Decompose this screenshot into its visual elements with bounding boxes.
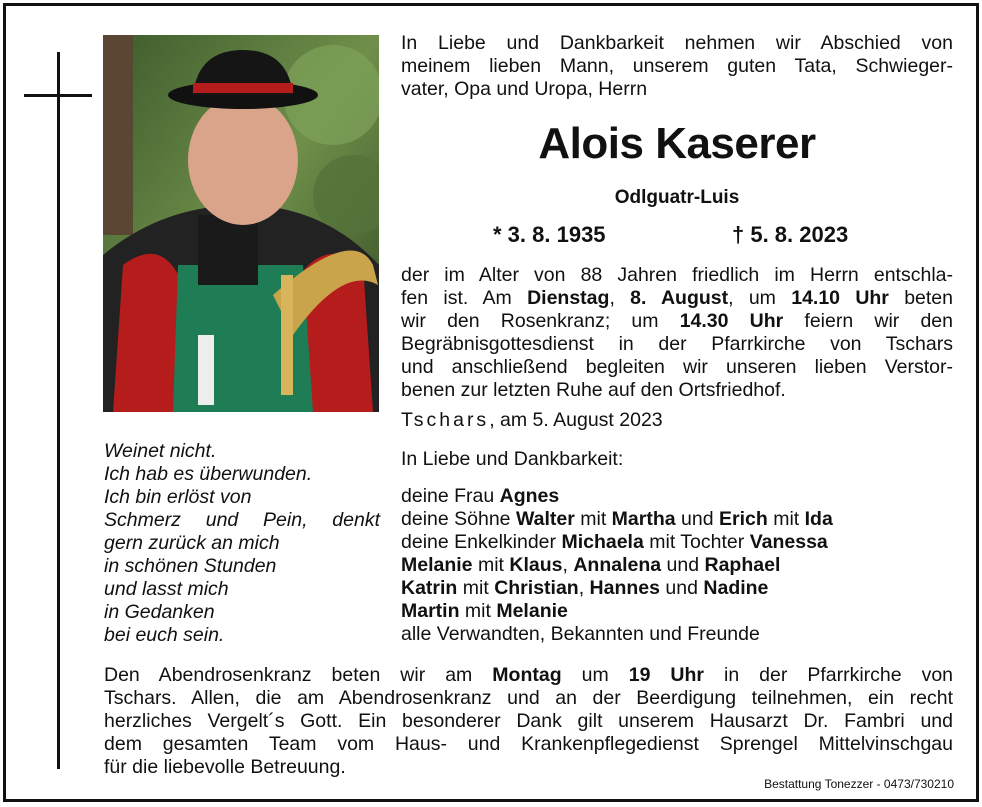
family-line: Melanie mit Klaus, Annalena und Raphael (401, 554, 781, 576)
intro-text (401, 32, 953, 101)
closing-text (104, 664, 953, 779)
time-emphasis: 14.30 Uhr (679, 310, 784, 332)
verse-line: Ich bin erlöst von (104, 486, 252, 508)
family-line: Katrin mit Christian, Hannes und Nadine (401, 577, 769, 599)
service-line: benen zur letzten Ruhe auf den Ortsfriedhof. (401, 379, 786, 401)
verse-line: Schmerz und Pein, denkt (104, 509, 380, 531)
closing-line: herzliches Vergelt´s Gott. Ein besonderer Dank gilt unserem Hausarzt Dr. Fambri und (104, 710, 953, 732)
closing-line: Tschars. Allen, die am Abendrosenkranz und an der Beerdigung teilnehmen, ein recht (104, 687, 953, 709)
family-line: deine Enkelkinder Michaela mit Tochter Vanessa (401, 531, 828, 553)
weekday-emphasis: Dienstag (527, 287, 610, 309)
thanks-heading: In Liebe und Dankbarkeit: (401, 448, 624, 470)
service-line: Begräbnisgottesdienst in der Pfarrkirche von Tschars (401, 333, 953, 355)
birth-date: * 3. 8. 1935 (493, 222, 606, 247)
place-name: Tschars (401, 409, 490, 431)
nickname: Odlguatr-Luis (614, 187, 740, 208)
service-line: und anschließend begleiten wir unseren lieben Verstor- (401, 356, 953, 378)
service-line: der im Alter von 88 Jahren friedlich im Herrn entschla- (401, 264, 953, 286)
portrait-photo (103, 35, 379, 412)
verse-line: Ich hab es überwunden. (104, 463, 313, 485)
verse (104, 440, 380, 647)
verse-line: bei euch sein. (104, 624, 225, 646)
closing-line: dem gesamten Team vom Haus- und Krankenpflegedienst Sprengel Mittelvinschgau (104, 733, 953, 755)
death-date: † 5. 8. 2023 (732, 222, 849, 247)
closing-line: für die liebevolle Betreuung. (104, 756, 346, 778)
intro-line: In Liebe und Dankbarkeit nehmen wir Abschied von (401, 32, 953, 54)
verse-line: in schönen Stunden (104, 555, 277, 577)
family-line: deine Söhne Walter mit Martha und Erich mit Ida (401, 508, 833, 530)
time-emphasis: 14.10 Uhr (791, 287, 889, 309)
verse-line: Weinet nicht. (104, 440, 217, 462)
verse-line: gern zurück an mich (104, 532, 280, 554)
service-line: wir den Rosenkranz; um 14.30 Uhr feiern wir den (401, 310, 953, 332)
family-line: Martin mit Melanie (401, 600, 568, 622)
family-line: alle Verwandten, Bekannten und Freunde (401, 623, 760, 645)
date-emphasis: 8. August (630, 287, 729, 309)
verse-line: und lasst mich (104, 578, 229, 600)
service-line: fen ist. Am Dienstag, 8. August, um 14.10 Uhr beten (401, 287, 954, 309)
closing-line: Den Abendrosenkranz beten wir am Montag um 19 Uhr in der Pfarrkirche von (104, 664, 954, 686)
family-list (401, 485, 953, 646)
verse-line: in Gedanken (104, 601, 215, 623)
place-date: Tschars, am 5. August 2023 (401, 409, 663, 431)
intro-line: meinem lieben Mann, unserem guten Tata, Schwieger- (401, 55, 953, 77)
intro-line: vater, Opa und Uropa, Herrn (401, 78, 648, 100)
deceased-name: Alois Kaserer (538, 119, 816, 168)
family-line: deine Frau Agnes (401, 485, 560, 507)
funeral-home-credit: Bestattung Tonezzer - 0473/730210 (764, 777, 954, 791)
service-text (401, 264, 953, 402)
